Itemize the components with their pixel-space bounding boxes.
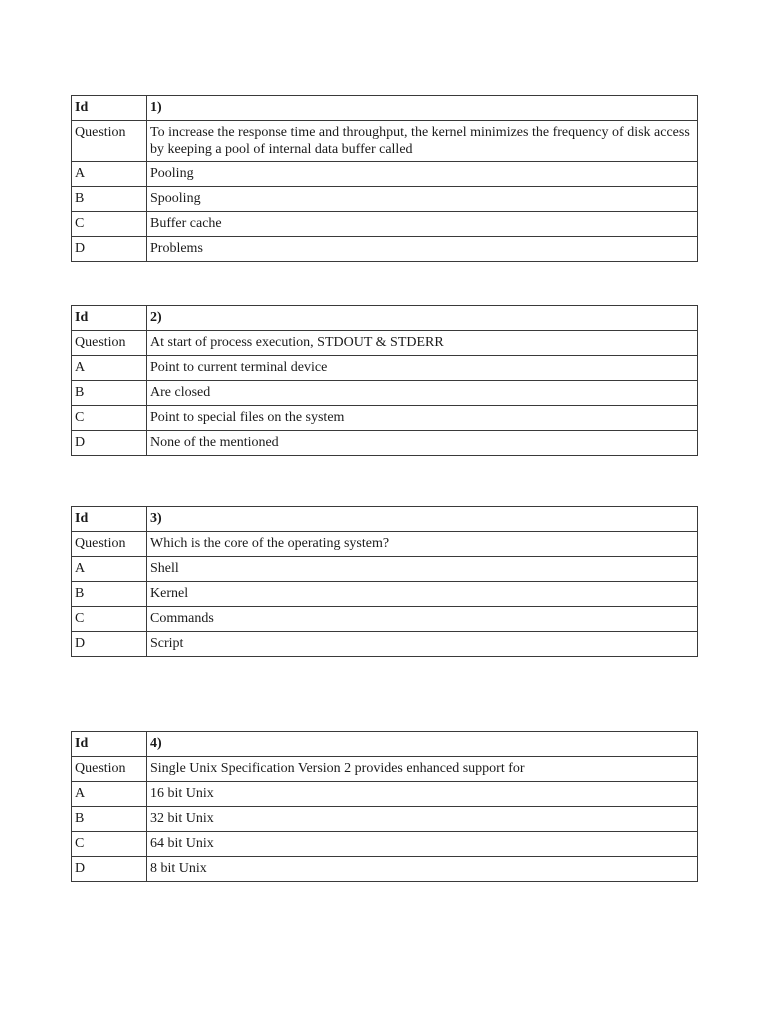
option-row-a [72, 557, 698, 582]
option-text-b: Spooling [147, 187, 698, 212]
question-id: 2) [147, 306, 698, 331]
option-row-b [72, 582, 698, 607]
option-text-d: Script [147, 632, 698, 657]
option-text-c: 64 bit Unix [147, 832, 698, 857]
option-text-d: 8 bit Unix [147, 857, 698, 882]
option-row-a [72, 782, 698, 807]
option-text-a: Point to current terminal device [147, 356, 698, 381]
question-text: Which is the core of the operating system? [147, 532, 698, 557]
option-label-c: C [72, 607, 147, 632]
option-label-c: C [72, 832, 147, 857]
option-text-a: Shell [147, 557, 698, 582]
question-row [72, 532, 698, 557]
id-row [72, 96, 698, 121]
id-row [72, 306, 698, 331]
option-label-c: C [72, 406, 147, 431]
id-row [72, 507, 698, 532]
option-row-a [72, 162, 698, 187]
option-row-d [72, 237, 698, 262]
option-label-d: D [72, 857, 147, 882]
question-text: Single Unix Specification Version 2 provides enhanced support for [147, 757, 698, 782]
question-text: To increase the response time and throughput, the kernel minimizes the frequency of disk access by keeping a pool of internal data buffer called [147, 121, 698, 162]
question-id: 3) [147, 507, 698, 532]
id-label: Id [72, 306, 147, 331]
question-label: Question [72, 331, 147, 356]
option-text-b: 32 bit Unix [147, 807, 698, 832]
option-text-d: Problems [147, 237, 698, 262]
option-row-b [72, 381, 698, 406]
question-label: Question [72, 121, 147, 162]
question-label: Question [72, 532, 147, 557]
question-table-2 [71, 305, 698, 456]
option-label-b: B [72, 381, 147, 406]
option-label-a: A [72, 162, 147, 187]
option-text-b: Are closed [147, 381, 698, 406]
option-text-b: Kernel [147, 582, 698, 607]
option-text-a: Pooling [147, 162, 698, 187]
option-row-c [72, 832, 698, 857]
option-row-d [72, 632, 698, 657]
option-label-c: C [72, 212, 147, 237]
question-text: At start of process execution, STDOUT & STDERR [147, 331, 698, 356]
option-row-c [72, 212, 698, 237]
id-label: Id [72, 732, 147, 757]
option-text-c: Commands [147, 607, 698, 632]
question-id: 1) [147, 96, 698, 121]
option-row-d [72, 431, 698, 456]
option-label-a: A [72, 356, 147, 381]
option-row-a [72, 356, 698, 381]
option-text-a: 16 bit Unix [147, 782, 698, 807]
option-row-d [72, 857, 698, 882]
option-label-d: D [72, 237, 147, 262]
option-row-c [72, 607, 698, 632]
option-label-b: B [72, 582, 147, 607]
question-row [72, 331, 698, 356]
option-text-c: Buffer cache [147, 212, 698, 237]
option-label-d: D [72, 632, 147, 657]
id-label: Id [72, 507, 147, 532]
id-label: Id [72, 96, 147, 121]
option-label-b: B [72, 187, 147, 212]
question-table-1 [71, 95, 698, 262]
question-row [72, 121, 698, 162]
question-id: 4) [147, 732, 698, 757]
option-label-d: D [72, 431, 147, 456]
question-label: Question [72, 757, 147, 782]
question-row [72, 757, 698, 782]
option-row-b [72, 187, 698, 212]
option-text-d: None of the mentioned [147, 431, 698, 456]
id-row [72, 732, 698, 757]
option-row-b [72, 807, 698, 832]
option-row-c [72, 406, 698, 431]
question-table-4 [71, 731, 698, 882]
option-label-a: A [72, 557, 147, 582]
option-text-c: Point to special files on the system [147, 406, 698, 431]
option-label-b: B [72, 807, 147, 832]
question-table-3 [71, 506, 698, 657]
option-label-a: A [72, 782, 147, 807]
